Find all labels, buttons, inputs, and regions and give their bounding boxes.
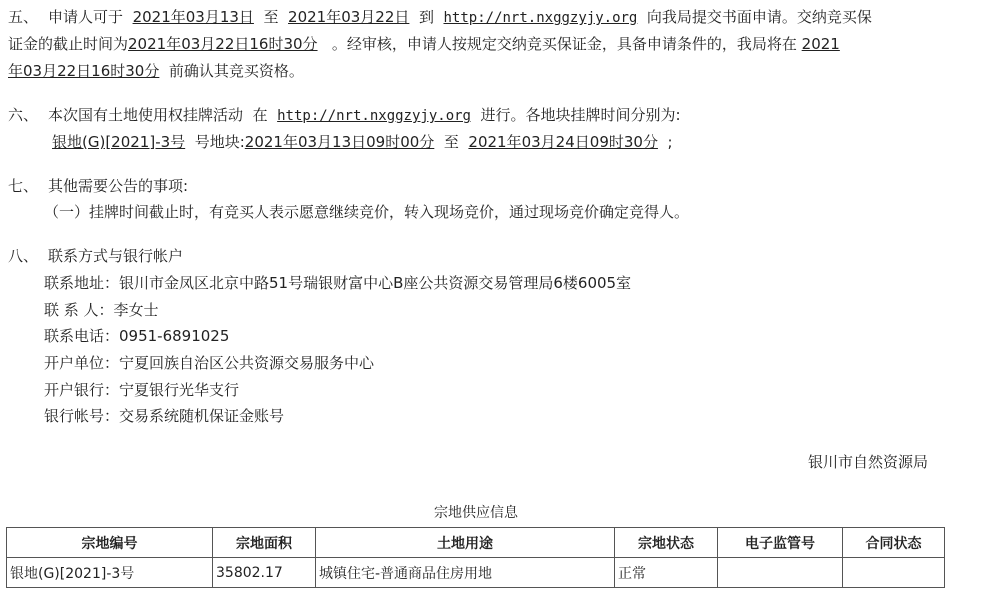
- section-8-title: 八、 联系方式与银行帐户: [8, 247, 184, 265]
- section-6-line-2: 银地(G)[2021]-3号 号地块:2021年03月13日09时00分 至 2021年03月24日09时30分 ;: [52, 133, 673, 151]
- listing-end: 2021年03月24日09时30分: [468, 133, 658, 151]
- section-7-item-1: （一）挂牌时间截止时，有竞买人表示愿意继续竞价，转入现场竞价，通过现场竞价确定竞得人。: [44, 203, 690, 221]
- section-number: 五、: [8, 8, 39, 26]
- section-number: 六、: [8, 106, 39, 124]
- table-header-row: [7, 528, 945, 558]
- apply-start-date: 2021年03月13日: [132, 8, 254, 26]
- contact-person: 联 系 人：李女士: [44, 301, 159, 319]
- section-6-line-1: 六、 本次国有土地使用权挂牌活动 在 http://nrt.nxggzyjy.org 进行。各地块挂牌时间分别为:: [8, 106, 681, 124]
- account-unit: 开户单位：宁夏回族自治区公共资源交易服务中心: [44, 354, 375, 372]
- cell-contract-status: [843, 558, 945, 588]
- account-bank: 开户银行：宁夏银行光华支行: [44, 381, 240, 399]
- website-link[interactable]: http://nrt.nxggzyjy.org: [277, 108, 471, 124]
- section-number: 七、: [8, 177, 39, 195]
- deposit-deadline: 2021年03月22日16时30分: [128, 35, 318, 53]
- supply-table: [6, 527, 945, 588]
- header-land-use: 土地用途: [316, 528, 615, 558]
- contact-address: 联系地址：银川市金凤区北京中路51号瑞银财富中心B座公共资源交易管理局6楼6005室: [44, 274, 632, 292]
- section-7-title: 七、 其他需要公告的事项:: [8, 177, 189, 195]
- table-caption: 宗地供应信息: [434, 505, 518, 521]
- cell-parcel-no: 银地(G)[2021]-3号: [7, 558, 213, 588]
- account-number: 银行帐号：交易系统随机保证金账号: [44, 407, 285, 425]
- section-5-line-2: 证金的截止时间为2021年03月22日16时30分 。经审核，申请人按规定交纳竞买保证金，具备申请条件的，我局将在 2021: [8, 35, 840, 53]
- issuer-signature: 银川市自然资源局: [808, 453, 929, 471]
- parcel-number: 银地(G)[2021]-3号: [52, 133, 186, 151]
- header-area: 宗地面积: [213, 528, 316, 558]
- cell-land-use: 城镇住宅-普通商品住房用地: [316, 558, 615, 588]
- cell-area: 35802.17: [213, 558, 316, 588]
- listing-start: 2021年03月13日09时00分: [244, 133, 435, 151]
- cell-supervision-no: [718, 558, 843, 588]
- header-supervision-no: 电子监管号: [718, 528, 843, 558]
- section-5-line-1: 五、 申请人可于 2021年03月13日 至 2021年03月22日 到 http://nrt.nxggzyjy.org 向我局提交书面申请。交纳竞买保: [8, 8, 872, 26]
- confirm-year: 2021: [801, 35, 840, 53]
- apply-end-date: 2021年03月22日: [288, 8, 410, 26]
- section-5-line-3: 年03月22日16时30分 前确认其竞买资格。: [8, 62, 304, 80]
- confirm-deadline: 年03月22日16时30分: [8, 62, 160, 80]
- header-contract-status: 合同状态: [843, 528, 945, 558]
- section-number: 八、: [8, 247, 39, 265]
- header-parcel-no: 宗地编号: [7, 528, 213, 558]
- contact-phone: 联系电话：0951-6891025: [44, 327, 230, 345]
- table-row: [7, 558, 945, 588]
- header-status: 宗地状态: [615, 528, 718, 558]
- cell-status: 正常: [615, 558, 718, 588]
- website-link[interactable]: http://nrt.nxggzyjy.org: [443, 10, 638, 26]
